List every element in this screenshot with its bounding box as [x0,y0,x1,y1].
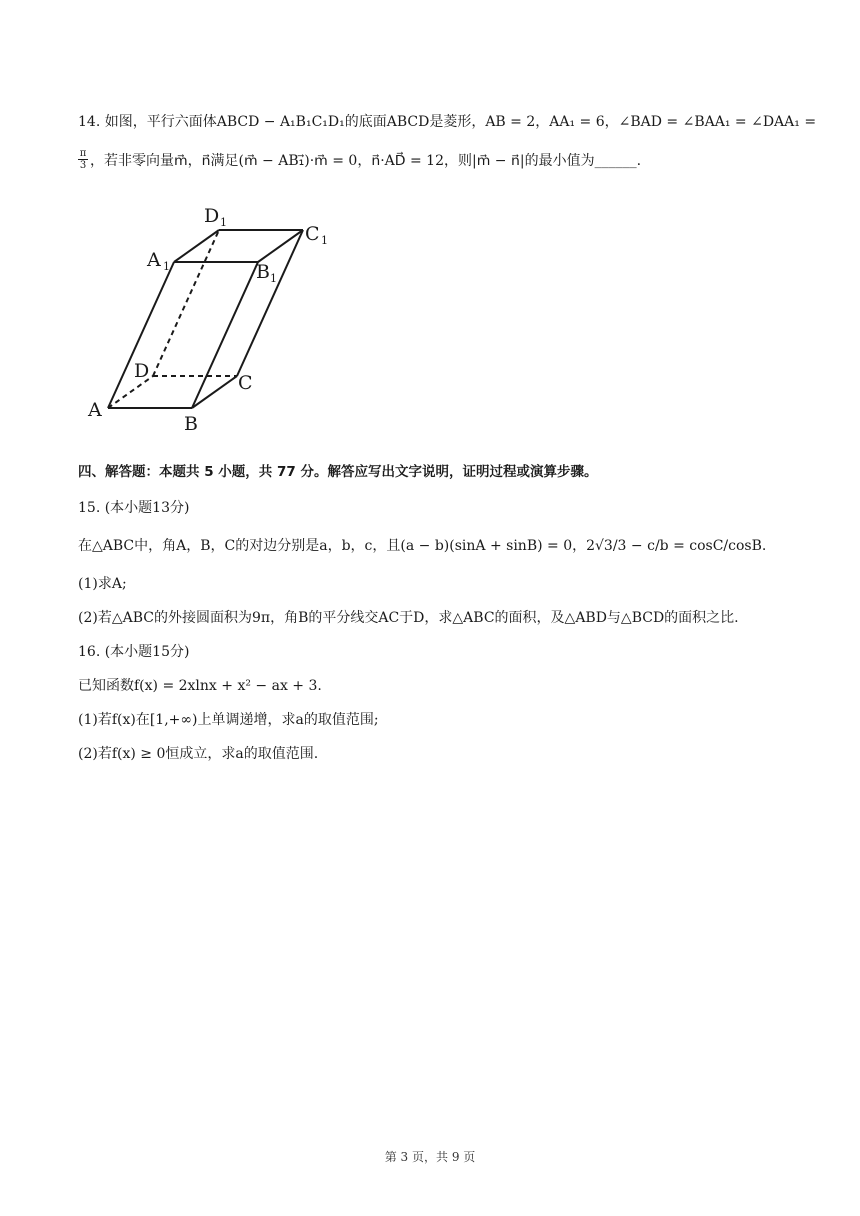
label-B: B [184,413,198,435]
parallelepiped-diagram [84,196,344,446]
label-C1-sub: 1 [321,234,328,247]
q16-part1: (1)若f(x)在[1,+∞)上单调递增，求a的取值范围; [78,712,379,728]
q14-frac-denominator: 3 [79,160,87,171]
label-D1-sub: 1 [220,216,227,229]
label-C1: C [305,223,320,245]
edge-DD1 [153,230,219,376]
edge-A1D1 [174,230,219,262]
label-A: A [88,399,102,421]
q15-part1: (1)求A; [78,576,127,592]
q15-stem: 在△ABC中，角A，B，C的对边分别是a，b，c，且(a − b)(sinA + sinB) = 0，2√3/3 − c/b = cosC/cosB. [78,538,767,554]
q15-header: 15. (本小题13分) [78,500,190,516]
q14-line1: 14. 如图，平行六面体ABCD − A₁B₁C₁D₁的底面ABCD是菱形，AB = 2，AA₁ = 6，∠BAD = ∠BAA₁ = ∠DAA₁ = [78,114,817,130]
label-C: C [238,372,253,394]
q16-stem: 已知函数f(x) = 2xlnx + x² − ax + 3. [78,678,322,694]
page-footer: 第 3 页，共 9 页 [384,1150,476,1164]
q16-header: 16. (本小题15分) [78,644,190,660]
edge-AA1 [108,262,174,408]
q14-frac-numerator: π [79,148,87,159]
label-A1-sub: 1 [163,260,170,273]
section4-heading: 四、解答题：本题共 5 小题，共 77 分。解答应写出文字说明，证明过程或演算步骤。 [78,464,598,480]
label-D: D [134,360,150,382]
q14-fraction [78,148,88,171]
q16-part2: (2)若f(x) ≥ 0恒成立，求a的取值范围. [78,746,319,762]
q15-part2: (2)若△ABC的外接圆面积为9π，角B的平分线交AC于D，求△ABC的面积，及△ABD与△BCD的面积之比. [78,610,739,626]
label-B1: B [256,261,270,283]
label-B1-sub: 1 [270,272,277,285]
q14-line2: ，若非零向量m⃗，n⃗满足(m⃗ − AB₁⃗)·m⃗ = 0，n⃗·AD⃗ = 12，则|m⃗ − n⃗|的最小值为______. [90,153,642,169]
label-A1: A [147,249,161,271]
parallelepiped-figure [84,196,344,446]
label-D1: D [204,205,220,227]
edge-CC1 [237,230,303,376]
